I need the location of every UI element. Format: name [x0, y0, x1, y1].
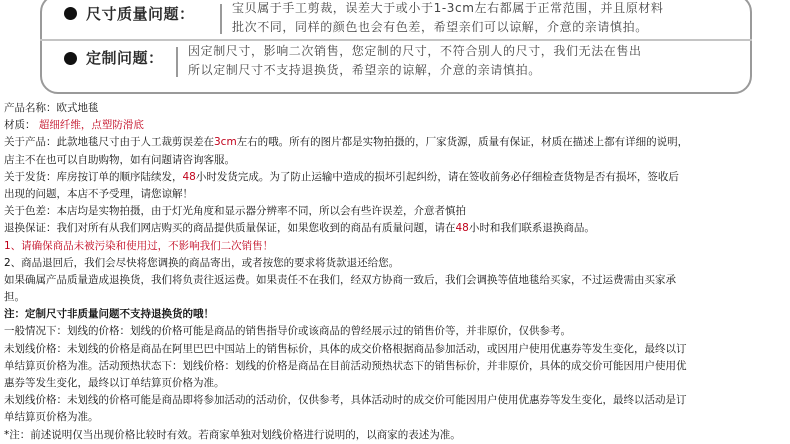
- material-line: 材质： 超细纤维，点塑防滑底: [4, 119, 144, 132]
- freight-line: 担。: [4, 291, 25, 304]
- bullet-icon: [64, 52, 77, 65]
- return-rule-line: 1、请确保商品未被污染和使用过，不影响我们二次销售！: [4, 239, 274, 252]
- price-note-line: 一般情况下：划线的价格：划线的价格可能是商品的销售指导价或该商品的曾经展示过的销售价等，并非原价，仅供参考。: [4, 325, 571, 338]
- custom-issue-line2: 所以定制尺寸不支持退换货，希望亲的谅解，介意的亲请慎拍。: [188, 63, 541, 77]
- product-description: [4, 100, 788, 444]
- banner-divider: [40, 39, 752, 41]
- custom-issue-title: 定制问题：: [86, 49, 164, 67]
- about-product-line: 店主不在也可以自助购物，如有问题请咨询客服。: [4, 153, 235, 166]
- price-note-line: 未划线价格：未划线的价格是商品在阿里巴巴中国站上的销售标价，具体的成交价格根据商品参加活动，或因用户使用优惠券等发生变化，最终以订: [4, 342, 687, 355]
- about-product-line: 关于产品：此款地毯尺寸由于人工裁剪误差在3cm左右的哦。所有的图片都是实物拍摄的，厂家货源，质量有保证，材质在描述上都有详细的说明，: [4, 136, 689, 149]
- footnote-line: *注：前述说明仅当出现价格比较时有效。若商家单独对划线价格进行说明的，以商家的表述为准。: [4, 428, 461, 441]
- price-note-line: 单结算页价格为准。活动预热状态下：划线价格：划线的价格是商品在目前活动预热状态下的销售标价，并非原价，具体的成交价可能因用户使用优: [4, 359, 687, 372]
- return-rule-line: 2、商品退回后，我们会尽快将您调换的商品寄出，或者按您的要求将货款退还给您。: [4, 256, 400, 269]
- price-note-line: 惠券等发生变化，最终以订单结算页价格为准。: [4, 377, 225, 389]
- custom-issue-line1: 因定制尺寸，影响二次销售，您定制的尺寸，不符合别人的尺寸，我们无法在售出: [188, 44, 642, 58]
- size-issue-line1: 宝贝属于手工剪裁，误差大于或小于1-3cm左右都属于正常范围，并且原材料: [232, 1, 664, 15]
- shipping-line: 关于发货：库房按订单的顺序陆续发，48小时发货完成。为了防止运输中造成的损坏引起纠纷，请在签收前务必仔细检查货物是否有损坏，签收后: [4, 170, 679, 183]
- shipping-line: 出现的问题，本店不予受理，请您谅解！: [4, 187, 193, 200]
- return-guarantee-line: 退换保证：我们对所有从我们网店购买的商品提供质量保证，如果您收到的商品有质量问题，请在48小时和我们联系退换商品。: [4, 222, 595, 235]
- color-diff-line: 关于色差：本店均是实物拍摄，由于灯光角度和显示器分辨率不同，所以会有些许误差，介意者慎拍: [4, 205, 466, 218]
- price-note-line: 未划线价格：未划线的价格可能是商品即将参加活动的活动价，仅供参考，具体活动时的成交价可能因用户使用优惠券等发生变化，最终以活动是订: [4, 394, 687, 407]
- separator: [220, 4, 222, 34]
- custom-note-line: 注：定制尺寸非质量问题不支持退换货的哦！: [4, 308, 214, 321]
- product-name-line: 产品名称：欧式地毯: [4, 102, 99, 114]
- size-issue-title: 尺寸质量问题：: [86, 5, 195, 23]
- policy-banner: [0, 0, 790, 96]
- price-note-line: 单结算页价格为准。: [4, 411, 99, 424]
- size-issue-line2: 批次不同，同样的颜色也会有色差，希望亲们可以谅解，介意的亲请慎拍。: [232, 20, 648, 34]
- separator: [176, 47, 178, 77]
- freight-line: 如果确属产品质量造成退换货，我们将负责往返运费。如果责任不在我们，经双方协商一致后，我们会调换等值地毯给买家，不过运费需由买家承: [4, 273, 676, 286]
- bullet-icon: [64, 7, 77, 20]
